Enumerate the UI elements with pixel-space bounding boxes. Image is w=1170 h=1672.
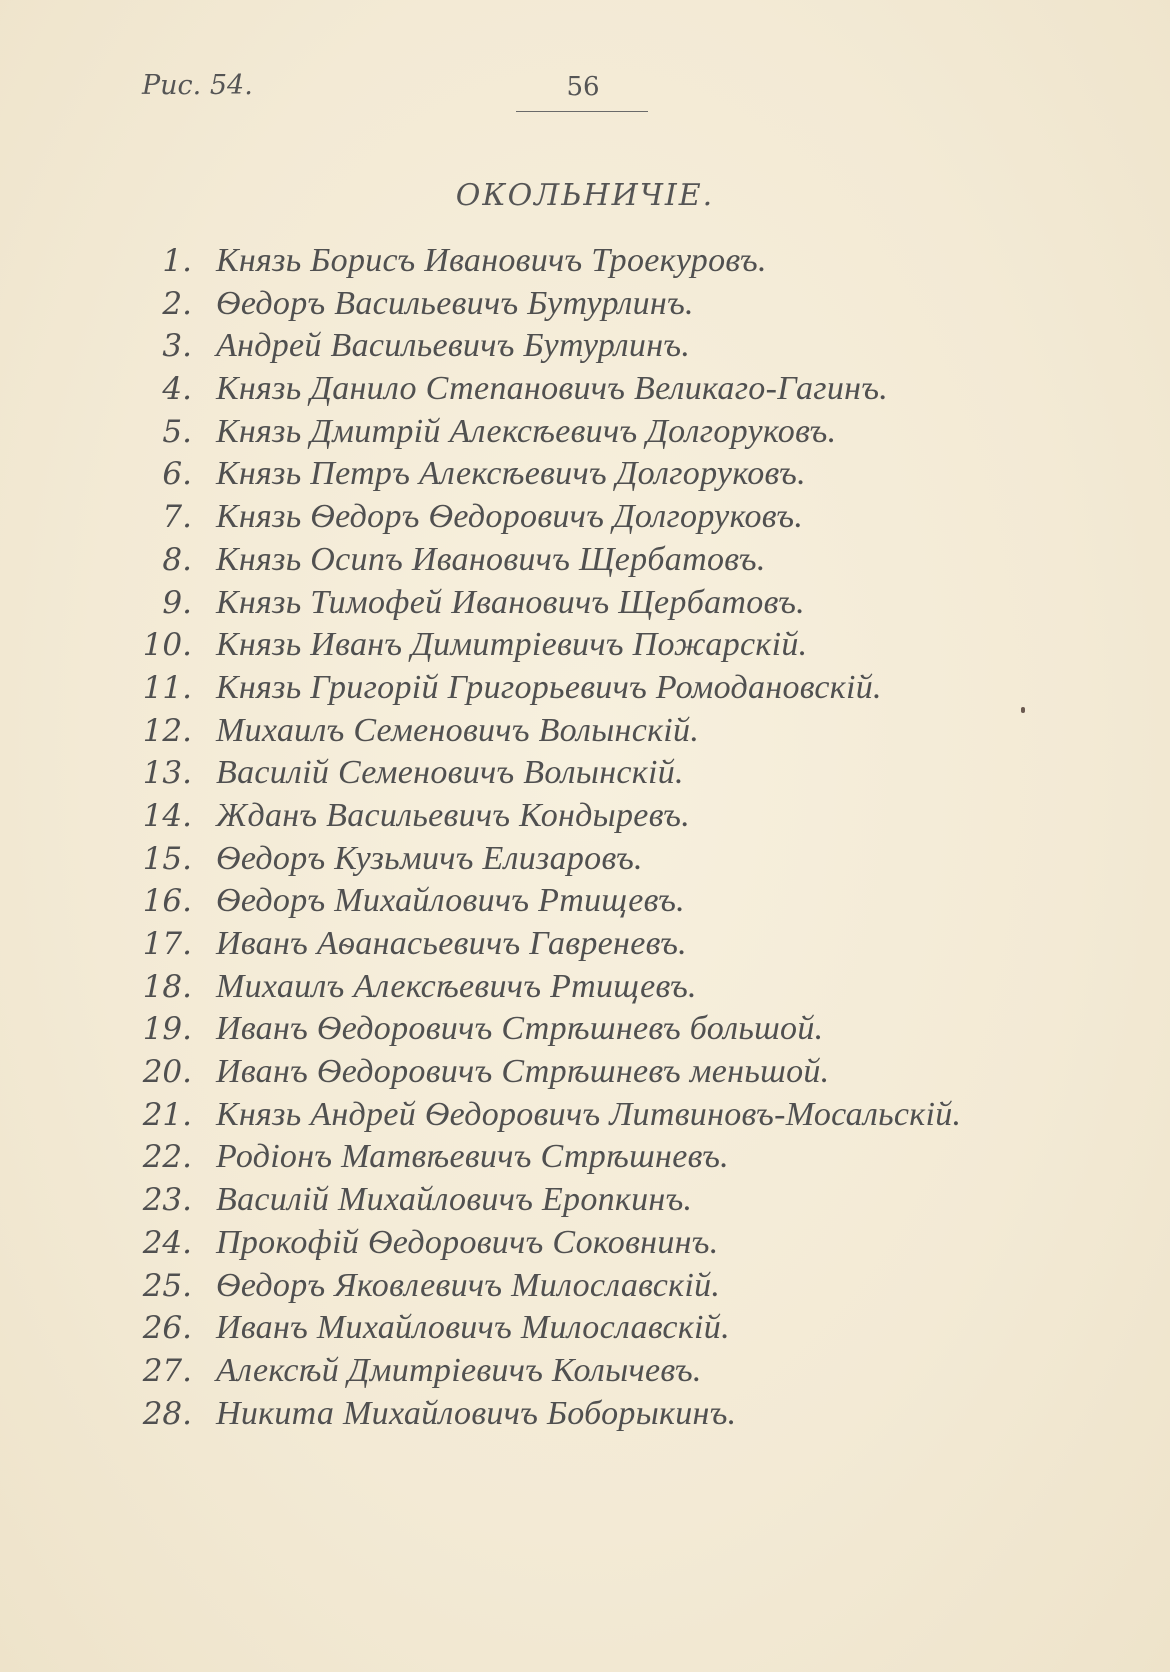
item-name: Прокофій Ѳедоровичъ Соковнинъ. bbox=[216, 1223, 719, 1261]
item-name: Ѳедоръ Яковлевичъ Милославскій. bbox=[216, 1266, 721, 1304]
item-number: 26. bbox=[142, 1310, 192, 1347]
list-item bbox=[0, 1222, 1170, 1265]
item-name: Ѳедоръ Васильевичъ Бутурлинъ. bbox=[216, 284, 694, 322]
item-number: 28. bbox=[142, 1395, 192, 1432]
item-name: Князь Андрей Ѳедоровичъ Литвиновъ-Мосальскій. bbox=[216, 1095, 962, 1133]
list-item bbox=[0, 411, 1170, 454]
item-name: Василій Михайловичъ Еропкинъ. bbox=[216, 1181, 693, 1219]
item-number: 12. bbox=[142, 712, 192, 749]
item-number: 21. bbox=[142, 1096, 192, 1133]
item-number: 11. bbox=[142, 669, 192, 706]
item-name: Князь Данило Степановичъ Великаго-Гагинъ. bbox=[216, 370, 889, 408]
item-name: Иванъ Михайловичъ Милославскій. bbox=[216, 1309, 730, 1347]
item-name: Князь Осипъ Ивановичъ Щербатовъ. bbox=[216, 540, 766, 578]
list-item bbox=[0, 1051, 1170, 1094]
item-name: Князь Иванъ Димитріевичъ Пожарскій. bbox=[216, 626, 808, 664]
list-item bbox=[0, 1393, 1170, 1436]
list-item bbox=[0, 1008, 1170, 1051]
item-name: Иванъ Аѳанасьевичъ Гавреневъ. bbox=[216, 925, 687, 962]
list-item bbox=[0, 966, 1170, 1009]
list-item bbox=[0, 923, 1170, 966]
item-name: Иванъ Ѳедоровичъ Стрѣшневъ меньшой. bbox=[216, 1053, 830, 1091]
list-item bbox=[0, 880, 1170, 923]
item-number: 27. bbox=[142, 1352, 192, 1389]
list-item bbox=[0, 624, 1170, 667]
item-number: 15. bbox=[142, 840, 192, 877]
item-number: 16. bbox=[142, 883, 192, 920]
list-item bbox=[0, 838, 1170, 881]
list-item bbox=[0, 582, 1170, 625]
item-number: 8. bbox=[162, 541, 192, 578]
item-number: 14. bbox=[142, 797, 192, 834]
list-item bbox=[0, 1307, 1170, 1350]
item-number: 5. bbox=[162, 413, 192, 450]
figure-label: Рис. 54. bbox=[142, 70, 253, 101]
item-name: Ѳедоръ Михайловичъ Ртищевъ. bbox=[216, 882, 685, 920]
item-name: Андрей Васильевичъ Бутурлинъ. bbox=[216, 327, 691, 365]
item-name: Михаилъ Семеновичъ Волынскій. bbox=[216, 711, 700, 749]
item-number: 4. bbox=[162, 371, 192, 408]
item-name: Михаилъ Алексѣевичъ Ртищевъ. bbox=[216, 967, 697, 1005]
list-item bbox=[0, 795, 1170, 838]
list-item bbox=[0, 667, 1170, 710]
list-item bbox=[0, 539, 1170, 582]
item-number: 22. bbox=[142, 1139, 192, 1176]
item-number: 7. bbox=[162, 499, 192, 536]
item-name: Ѳедоръ Кузьмичъ Елизаровъ. bbox=[216, 839, 643, 877]
list-item bbox=[0, 1136, 1170, 1179]
page-number-rule bbox=[516, 111, 648, 112]
item-number: 19. bbox=[142, 1011, 192, 1048]
item-number: 20. bbox=[142, 1054, 192, 1091]
item-name: Князь Ѳедоръ Ѳедоровичъ Долгоруковъ. bbox=[216, 498, 804, 536]
item-number: 17. bbox=[142, 926, 192, 962]
list-item bbox=[0, 283, 1170, 326]
item-number: 23. bbox=[142, 1182, 192, 1219]
list-item bbox=[0, 325, 1170, 368]
item-name: Князь Дмитрій Алексѣевичъ Долгоруковъ. bbox=[216, 412, 837, 450]
item-number: 9. bbox=[162, 584, 192, 621]
list-item bbox=[0, 1350, 1170, 1393]
list-item bbox=[0, 368, 1170, 411]
item-number: 25. bbox=[142, 1267, 192, 1304]
list-item bbox=[0, 752, 1170, 795]
item-name: Василій Семеновичъ Волынскій. bbox=[216, 754, 684, 792]
item-number: 2. bbox=[162, 285, 192, 322]
item-number: 10. bbox=[142, 627, 192, 664]
list-item bbox=[0, 240, 1170, 283]
item-name: Князь Борисъ Ивановичъ Троекуровъ. bbox=[216, 242, 767, 279]
item-number: 18. bbox=[142, 968, 192, 1005]
item-number: 13. bbox=[142, 755, 192, 792]
paper-speck bbox=[1021, 707, 1025, 713]
item-name: Никита Михайловичъ Боборыкинъ. bbox=[216, 1394, 737, 1432]
item-number: 1. bbox=[162, 243, 192, 279]
list-item bbox=[0, 1094, 1170, 1137]
list-item bbox=[0, 496, 1170, 539]
item-name: Князь Тимофей Ивановичъ Щербатовъ. bbox=[216, 583, 805, 621]
item-name: Жданъ Васильевичъ Кондыревъ. bbox=[216, 796, 691, 834]
item-name: Алексѣй Дмитріевичъ Колычевъ. bbox=[216, 1351, 702, 1389]
section-title: ОКОЛЬНИЧІЕ. bbox=[455, 178, 715, 213]
list-item bbox=[0, 710, 1170, 753]
page-number: 56 bbox=[566, 72, 600, 102]
names-list bbox=[0, 240, 1170, 1435]
list-item bbox=[0, 1265, 1170, 1308]
list-item bbox=[0, 1179, 1170, 1222]
item-name: Князь Петръ Алексѣевичъ Долгоруковъ. bbox=[216, 455, 806, 493]
item-number: 3. bbox=[162, 328, 192, 365]
item-name: Князь Григорій Григорьевичъ Ромодановскій. bbox=[216, 668, 882, 706]
item-name: Иванъ Ѳедоровичъ Стрѣшневъ большой. bbox=[216, 1010, 824, 1048]
item-name: Родіонъ Матвѣевичъ Стрѣшневъ. bbox=[216, 1138, 729, 1176]
item-number: 24. bbox=[142, 1224, 192, 1261]
list-item bbox=[0, 453, 1170, 496]
item-number: 6. bbox=[162, 456, 192, 493]
